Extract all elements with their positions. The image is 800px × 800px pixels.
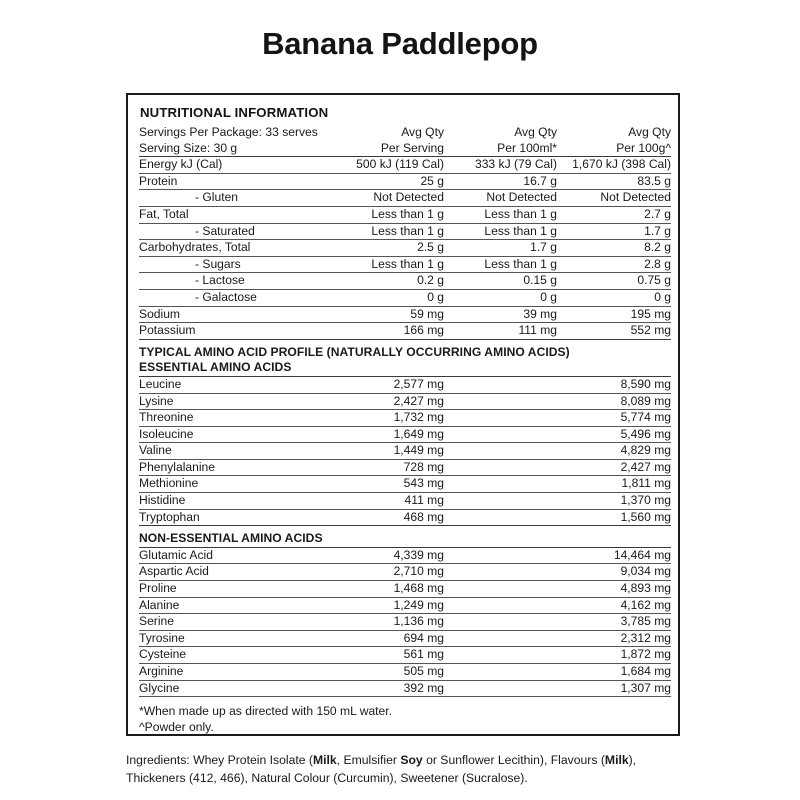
- nutrient-value-col-3: 8.2 g: [557, 240, 671, 257]
- nutrient-name: Protein: [139, 173, 327, 190]
- table-row: [139, 597, 671, 614]
- amino-acid-name: Leucine: [139, 376, 327, 393]
- amino-acid-name: Aspartic Acid: [139, 564, 327, 581]
- amino-acid-name: Glycine: [139, 680, 327, 697]
- nutrient-value-col-3: 83.5 g: [557, 173, 671, 190]
- table-row: [139, 630, 671, 647]
- amino-acid-name: Phenylalanine: [139, 459, 327, 476]
- nutrient-value-col-2: 111 mg: [444, 323, 557, 339]
- table-row: [139, 393, 671, 410]
- amino-acid-spacer: [444, 393, 557, 410]
- amino-acid-per-serving: 505 mg: [327, 664, 444, 681]
- amino-acid-per-100g: 1,560 mg: [557, 509, 671, 526]
- amino-acid-per-serving: 2,577 mg: [327, 376, 444, 393]
- amino-acid-per-100g: 4,893 mg: [557, 581, 671, 598]
- table-row: [139, 190, 671, 207]
- non-essential-amino-heading: NON-ESSENTIAL AMINO ACIDS: [139, 526, 671, 548]
- table-row: [139, 509, 671, 526]
- nutrient-value-col-2: 39 mg: [444, 306, 557, 323]
- table-row: [139, 647, 671, 664]
- amino-acid-per-serving: 1,449 mg: [327, 443, 444, 460]
- ingredient-segment: or Sunflower Lecithin), Flavours (: [422, 753, 605, 767]
- nutrient-value-col-2: 333 kJ (79 Cal): [444, 157, 557, 174]
- amino-acid-per-serving: 411 mg: [327, 493, 444, 510]
- nutrient-name: - Lactose: [139, 273, 327, 290]
- table-row: [139, 376, 671, 393]
- amino-acid-name: Histidine: [139, 493, 327, 510]
- nutrient-value-col-1: 0.2 g: [327, 273, 444, 290]
- table-row: [139, 157, 671, 174]
- ingredient-segment: ), Thickeners (412, 466), Natural Colour (Curcumin), Sweetener (Sucralose).: [126, 753, 637, 785]
- serving-header-row-1: [139, 125, 671, 141]
- allergen-highlight: Milk: [312, 753, 337, 767]
- ingredient-segment: , Emulsifier: [336, 753, 401, 767]
- serving-size: Serving Size: 30 g: [139, 140, 238, 155]
- amino-acid-per-serving: 1,649 mg: [327, 426, 444, 443]
- amino-acid-name: Threonine: [139, 410, 327, 427]
- amino-acid-name: Valine: [139, 443, 327, 460]
- amino-acid-per-serving: 694 mg: [327, 630, 444, 647]
- nutrient-value-col-3: 1.7 g: [557, 223, 671, 240]
- amino-acid-name: Alanine: [139, 597, 327, 614]
- amino-acid-per-100g: 2,427 mg: [557, 459, 671, 476]
- serving-header-table: [139, 125, 671, 156]
- amino-acid-spacer: [444, 630, 557, 647]
- nutrient-value-col-3: 0.75 g: [557, 273, 671, 290]
- column-header-1-line-2: Per Serving: [380, 140, 444, 155]
- amino-acid-name: Methionine: [139, 476, 327, 493]
- table-row: [139, 476, 671, 493]
- amino-acid-per-100g: 1,370 mg: [557, 493, 671, 510]
- amino-acid-spacer: [444, 581, 557, 598]
- table-row: [139, 206, 671, 223]
- nutrient-value-col-2: 1.7 g: [444, 240, 557, 257]
- column-header-1-line-1: Avg Qty: [401, 125, 444, 139]
- nutrient-value-col-3: 0 g: [557, 289, 671, 306]
- nutrient-value-col-3: 2.7 g: [557, 206, 671, 223]
- nutrient-value-col-2: Not Detected: [444, 190, 557, 207]
- amino-acid-per-100g: 1,684 mg: [557, 664, 671, 681]
- amino-acid-per-100g: 5,774 mg: [557, 410, 671, 427]
- amino-acid-per-serving: 561 mg: [327, 647, 444, 664]
- amino-acid-per-serving: 392 mg: [327, 680, 444, 697]
- essential-amino-heading: ESSENTIAL AMINO ACIDS: [139, 360, 292, 375]
- nutrient-value-col-3: 2.8 g: [557, 256, 671, 273]
- nutrition-table: [139, 156, 671, 339]
- nutrient-value-col-2: 0.15 g: [444, 273, 557, 290]
- amino-acid-spacer: [444, 597, 557, 614]
- table-row: [139, 273, 671, 290]
- amino-acid-per-100g: 2,312 mg: [557, 630, 671, 647]
- amino-acid-table: [139, 339, 671, 697]
- nutrient-value-col-3: 195 mg: [557, 306, 671, 323]
- essential-amino-heading-row: [139, 360, 671, 376]
- allergen-highlight: Milk: [604, 753, 629, 767]
- nutrient-value-col-1: 166 mg: [327, 323, 444, 339]
- column-header-2-line-1: Avg Qty: [514, 125, 557, 139]
- amino-acid-per-serving: 1,732 mg: [327, 410, 444, 427]
- nutrient-value-col-1: Less than 1 g: [327, 256, 444, 273]
- amino-acid-per-serving: 1,136 mg: [327, 614, 444, 631]
- nutrient-value-col-2: 16.7 g: [444, 173, 557, 190]
- nutrient-value-col-1: Less than 1 g: [327, 206, 444, 223]
- nutrient-name: - Sugars: [139, 256, 327, 273]
- nutrient-name: Energy kJ (Cal): [139, 157, 327, 174]
- ingredient-segment: Ingredients: Whey Protein Isolate (: [126, 753, 313, 767]
- amino-acid-spacer: [444, 459, 557, 476]
- amino-acid-per-serving: 468 mg: [327, 509, 444, 526]
- amino-acid-per-serving: 1,468 mg: [327, 581, 444, 598]
- nutrient-value-col-3: Not Detected: [557, 190, 671, 207]
- amino-acid-per-serving: 728 mg: [327, 459, 444, 476]
- column-header-3-line-1: Avg Qty: [628, 125, 671, 139]
- nutrient-name: - Gluten: [139, 190, 327, 207]
- nutrient-value-col-1: 25 g: [327, 173, 444, 190]
- nutrient-name: Fat, Total: [139, 206, 327, 223]
- nutrient-value-col-1: 2.5 g: [327, 240, 444, 257]
- table-row: [139, 564, 671, 581]
- amino-acid-per-100g: 14,464 mg: [557, 547, 671, 564]
- nutrient-name: - Galactose: [139, 289, 327, 306]
- table-row: [139, 493, 671, 510]
- table-row: [139, 289, 671, 306]
- amino-acid-per-100g: 9,034 mg: [557, 564, 671, 581]
- table-row: [139, 323, 671, 339]
- amino-acid-spacer: [444, 680, 557, 697]
- table-row: [139, 664, 671, 681]
- footnote-water: *When made up as directed with 150 mL water.: [139, 704, 392, 719]
- amino-acid-spacer: [444, 476, 557, 493]
- amino-acid-name: Serine: [139, 614, 327, 631]
- nutrient-name: Carbohydrates, Total: [139, 240, 327, 257]
- nutrition-panel: [126, 93, 680, 736]
- amino-acid-per-100g: 3,785 mg: [557, 614, 671, 631]
- nutrient-value-col-2: Less than 1 g: [444, 206, 557, 223]
- amino-acid-spacer: [444, 647, 557, 664]
- amino-acid-per-serving: 1,249 mg: [327, 597, 444, 614]
- amino-acid-spacer: [444, 509, 557, 526]
- table-row: [139, 426, 671, 443]
- nutrient-name: Sodium: [139, 306, 327, 323]
- amino-acid-name: Proline: [139, 581, 327, 598]
- table-row: [139, 443, 671, 460]
- amino-acid-per-serving: 543 mg: [327, 476, 444, 493]
- nutrient-value-col-1: Not Detected: [327, 190, 444, 207]
- nutrient-value-col-3: 1,670 kJ (398 Cal): [557, 157, 671, 174]
- amino-acid-spacer: [444, 564, 557, 581]
- amino-profile-heading-row: [139, 339, 671, 360]
- nutrient-value-col-3: 552 mg: [557, 323, 671, 339]
- table-bottom-rule: [139, 697, 671, 698]
- ingredients-text: [126, 752, 682, 787]
- serving-header-row-2: [139, 141, 671, 157]
- panel-heading: NUTRITIONAL INFORMATION: [140, 105, 329, 120]
- nutrient-value-col-2: 0 g: [444, 289, 557, 306]
- amino-acid-spacer: [444, 493, 557, 510]
- footnote-powder: ^Powder only.: [139, 720, 214, 735]
- table-row: [139, 459, 671, 476]
- amino-acid-name: Tryptophan: [139, 509, 327, 526]
- nutrient-name: - Saturated: [139, 223, 327, 240]
- nutrient-value-col-1: 500 kJ (119 Cal): [327, 157, 444, 174]
- table-row: [139, 240, 671, 257]
- table-row: [139, 173, 671, 190]
- table-row: [139, 223, 671, 240]
- amino-acid-per-serving: 4,339 mg: [327, 547, 444, 564]
- rule: [139, 697, 671, 698]
- amino-acid-spacer: [444, 614, 557, 631]
- amino-acid-per-100g: 8,590 mg: [557, 376, 671, 393]
- amino-acid-per-100g: 1,872 mg: [557, 647, 671, 664]
- amino-acid-spacer: [444, 376, 557, 393]
- table-row: [139, 680, 671, 697]
- table-row: [139, 256, 671, 273]
- table-row: [139, 410, 671, 427]
- amino-acid-per-100g: 5,496 mg: [557, 426, 671, 443]
- amino-acid-name: Tyrosine: [139, 630, 327, 647]
- amino-acid-per-100g: 4,162 mg: [557, 597, 671, 614]
- amino-acid-per-serving: 2,710 mg: [327, 564, 444, 581]
- amino-acid-per-100g: 1,811 mg: [557, 476, 671, 493]
- amino-acid-spacer: [444, 664, 557, 681]
- amino-profile-heading: TYPICAL AMINO ACID PROFILE (NATURALLY OCCURRING AMINO ACIDS): [139, 339, 671, 360]
- amino-acid-spacer: [444, 410, 557, 427]
- non-essential-amino-heading-row: [139, 526, 671, 548]
- column-header-3-line-2: Per 100g^: [616, 140, 671, 155]
- allergen-highlight: Soy: [400, 753, 423, 767]
- page-title: Banana Paddlepop: [262, 26, 538, 61]
- nutrient-value-col-1: 0 g: [327, 289, 444, 306]
- nutrient-name: Potassium: [139, 323, 327, 339]
- amino-acid-name: Cysteine: [139, 647, 327, 664]
- amino-acid-name: Isoleucine: [139, 426, 327, 443]
- amino-acid-name: Arginine: [139, 664, 327, 681]
- amino-acid-per-100g: 4,829 mg: [557, 443, 671, 460]
- nutrient-value-col-1: Less than 1 g: [327, 223, 444, 240]
- amino-acid-spacer: [444, 426, 557, 443]
- amino-acid-per-100g: 1,307 mg: [557, 680, 671, 697]
- amino-acid-name: Lysine: [139, 393, 327, 410]
- amino-acid-per-100g: 8,089 mg: [557, 393, 671, 410]
- amino-acid-spacer: [444, 547, 557, 564]
- nutrient-value-col-2: Less than 1 g: [444, 256, 557, 273]
- servings-per-package: Servings Per Package: 33 serves: [139, 125, 318, 139]
- nutrient-value-col-1: 59 mg: [327, 306, 444, 323]
- table-row: [139, 306, 671, 323]
- footnotes: [139, 703, 667, 735]
- amino-acid-per-serving: 2,427 mg: [327, 393, 444, 410]
- column-header-2-line-2: Per 100ml*: [497, 140, 557, 155]
- table-row: [139, 547, 671, 564]
- nutrient-value-col-2: Less than 1 g: [444, 223, 557, 240]
- table-row: [139, 581, 671, 598]
- table-row: [139, 614, 671, 631]
- amino-acid-name: Glutamic Acid: [139, 547, 327, 564]
- amino-acid-spacer: [444, 443, 557, 460]
